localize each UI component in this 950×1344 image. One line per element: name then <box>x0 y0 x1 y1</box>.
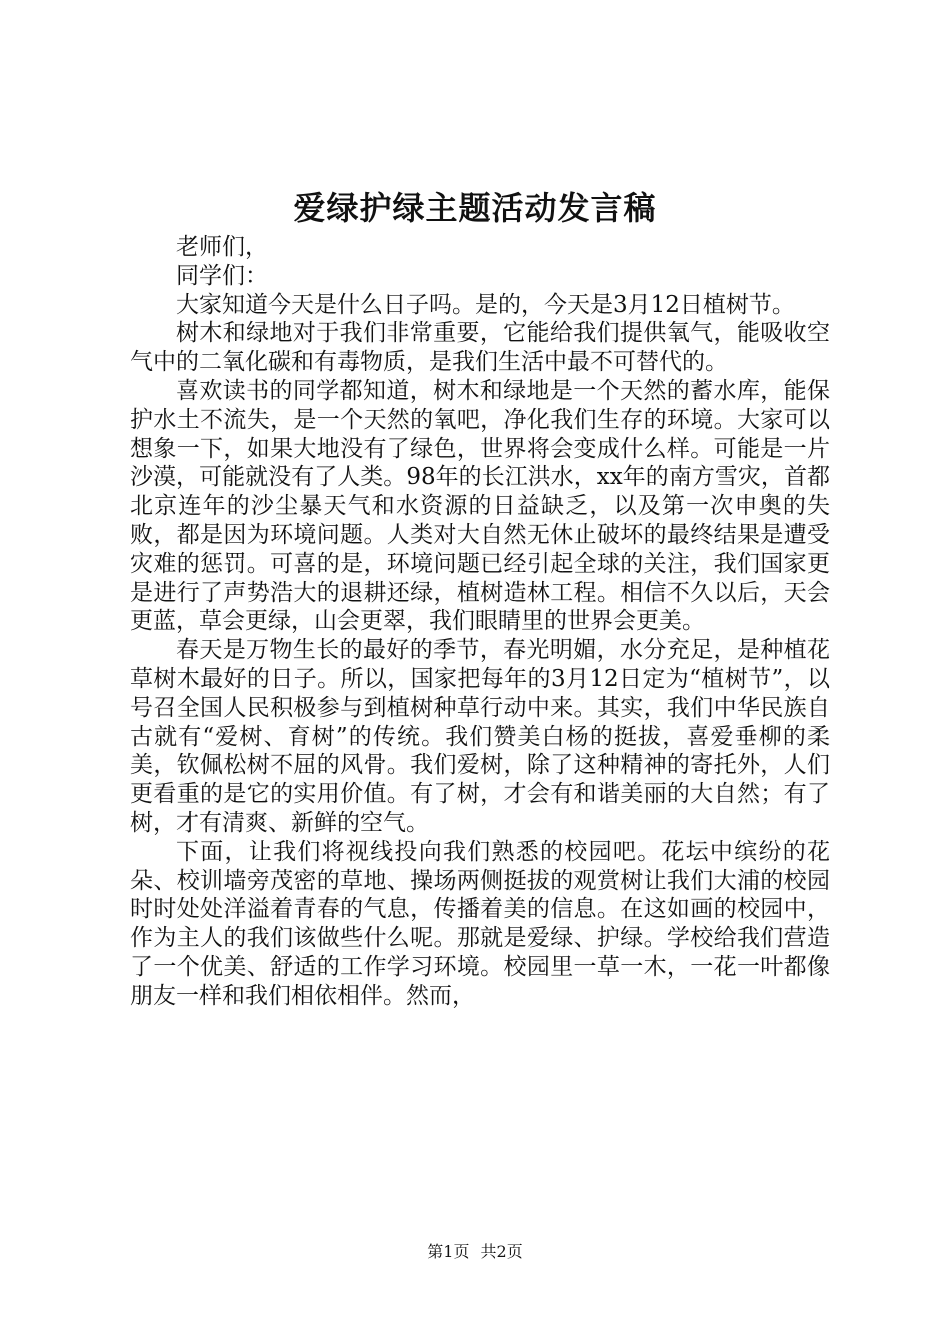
document-title: 爱绿护绿主题活动发言稿 <box>293 189 657 227</box>
salutation-teachers: 老师们， <box>176 234 268 260</box>
page-number: 第1页 <box>427 1242 470 1261</box>
salutation-students: 同学们： <box>176 262 268 289</box>
paragraph-2: 树木和绿地对于我们非常重要，它能给我们提供氧气，能吸收空气中的二氧化碳和有毒物质，是我们生活中最不可替代的。 <box>130 320 830 376</box>
paragraph-3: 喜欢读书的同学都知道，树木和绿地是一个天然的蓄水库，能保护水土不流失，是一个天然的氧吧，净化我们生存的环境。大家可以想象一下，如果大地没有了绿色，世界将会变成什么样。可能是一片沙漠，可能就没有了人类。98年的长江洪水，xx年的南方雪灾，首都北京连年的沙尘暴天气和水资源的日益缺乏，以及第一次申奥的失败，都是因为环境问题。人类对大自然无休止破坏的最终结果是遭受灾难的惩罚。可喜的是，环境问题已经引起全球的关注，我们国家更是进行了声势浩大的退耕还绿，植树造林工程。相信不久以后，天会更蓝，草会更绿，山会更翠，我们眼睛里的世界会更美。 <box>130 377 830 635</box>
paragraph-4: 春天是万物生长的最好的季节，春光明媚，水分充足，是种植花草树木最好的日子。所以，国家把每年的3月12日定为“植树节”，以号召全国人民积极参与到植树种草行动中来。其实，我们中华民族自古就有“爱树、育树”的传统。我们赞美白杨的挺拔，喜爱垂柳的柔美，钦佩松树不屈的风骨。我们爱树，除了这种精神的寄托外，人们更看重的是它的实用价值。有了树，才会有和谐美丽的大自然；有了树，才有清爽、新鲜的空气。 <box>130 637 830 836</box>
paragraph-1: 大家知道今天是什么日子吗。是的，今天是3月12日植树节。 <box>176 291 795 318</box>
paragraph-5: 下面，让我们将视线投向我们熟悉的校园吧。花坛中缤纷的花朵、校训墙旁茂密的草地、操场两侧挺拔的观赏树让我们大浦的校园时时处处洋溢着青春的气息，传播着美的信息。在这如画的校园中，作为主人的我们该做些什么呢。那就是爱绿、护绿。学校给我们营造了一个优美、舒适的工作学习环境。校园里一草一木，一花一叶都像朋友一样和我们相依相伴。然而， <box>130 838 830 1009</box>
document-body <box>130 233 830 1011</box>
page-footer <box>0 1240 950 1264</box>
page-total: 共2页 <box>480 1242 523 1261</box>
